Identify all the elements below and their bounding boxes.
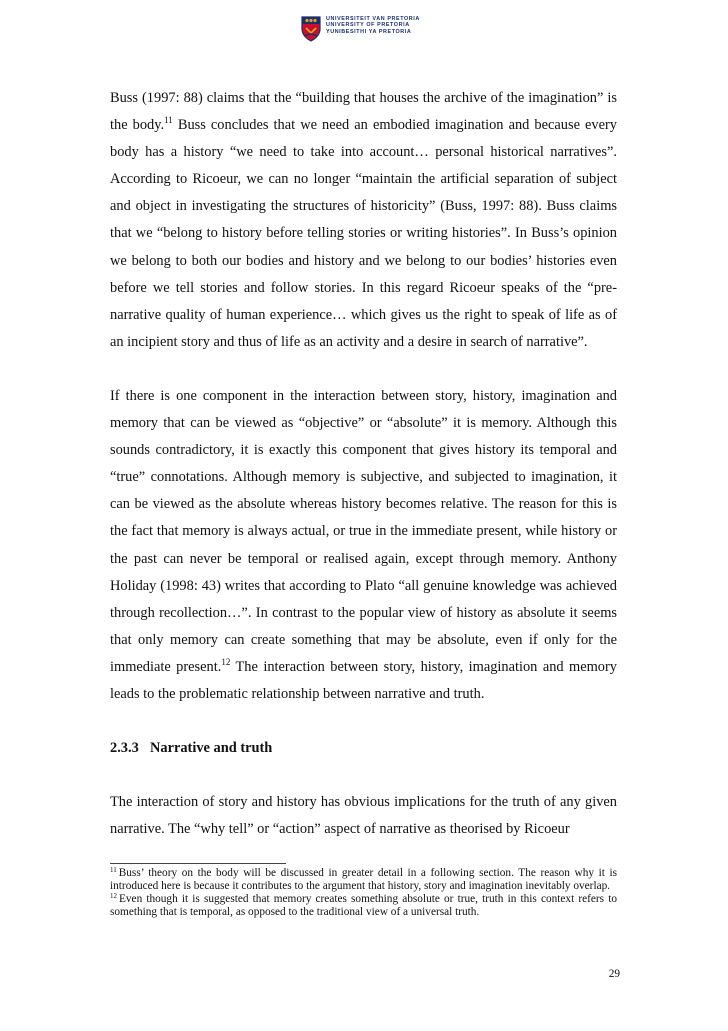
university-name-english: UNIVERSITY OF PRETORIA [326,22,410,29]
footnote-ref-11[interactable]: 11 [164,115,173,126]
footnote-11 [110,867,617,893]
university-name-afrikaans: UNIVERSITEIT VAN PRETORIA [326,16,420,22]
footnote-12 [110,893,617,919]
paragraph-memory [110,383,617,708]
university-name-sepedi: YUNIBESITHI YA PRETORIA [326,28,412,35]
paragraph-text: Buss concludes that we need an embodied imagination and because every body has a history “we need to take into account… personal historical narratives”. According to Ricoeur, we can no longer “maintain the artificial separation of subject and object in investigating the structures of historicity” (Buss, 1997: 88). Buss claims that we “belong to history before telling stories or writing histories”. In Buss’s opinion we belong to both our bodies and history and we belong to our bodies’ histories even before we tell stories and follow stories. In this regard Ricoeur speaks of the “pre-narrative quality of human experience… which gives us the right to speak of life as of an incipient story and thus of life as an activity and a desire in search of narrative”. [110,117,618,350]
university-crest-logo [300,14,322,42]
paragraph-text: Buss (1997: 88) claims that the “building that houses the archive of the imagination” is the body. [110,90,617,134]
paragraph-narrative-truth: The interaction of story and history has obvious implications for the truth of any given narrative. The “why tell” or “action” aspect of narrative as theorised by Ricoeur [110,794,617,838]
section-title: Narrative and truth [150,740,273,757]
paragraph-buss [110,85,617,356]
footnote-separator [110,863,286,864]
footnote-ref-12[interactable]: 12 [221,656,231,667]
university-names [326,16,420,35]
footnote-text: Even though it is suggested that memory creates something absolute or true, truth in this context refers to something that is temporal, as opposed to the traditional view of a universal truth. [110,893,617,919]
page-header [300,14,430,44]
paragraph-text: The interaction between story, history, imagination and memory leads to the problematic relationship between narrative and truth. [110,658,617,702]
footnote-marker: 11 [110,866,117,874]
footnote-marker: 12 [110,892,117,901]
page-number: 29 [608,968,620,980]
section-number: 2.3.3 [110,740,139,757]
paragraph-text: If there is one component in the interaction between story, history, imagination and memory that can be viewed as “objective” or “absolute” it is memory. Although this sounds contradictory, it is exactly this component that gives history its temporal and “true” connotations. Although memory is subjective, and subjected to imagination, it can be viewed as the absolute whereas history becomes relative. The reason for this is the fact that memory is always actual, or true in the immediate present, while history or the past can never be temporal or realised again, except through memory. Anthony Holiday (1998: 43) writes that according to Plato “all genuine knowledge was achieved through recollection…”. In contrast to the popular view of history as absolute it seems that only memory can create something that may be absolute, even if only for the immediate present. [110,387,617,675]
page-body [110,85,617,843]
footnote-text: Buss’ theory on the body will be discussed in greater detail in a following section. The reason why it is introduced here is because it contributes to the argument that history, story and imagination inevitably overlap. [110,867,617,893]
footnotes [110,867,617,919]
section-heading [110,735,617,762]
